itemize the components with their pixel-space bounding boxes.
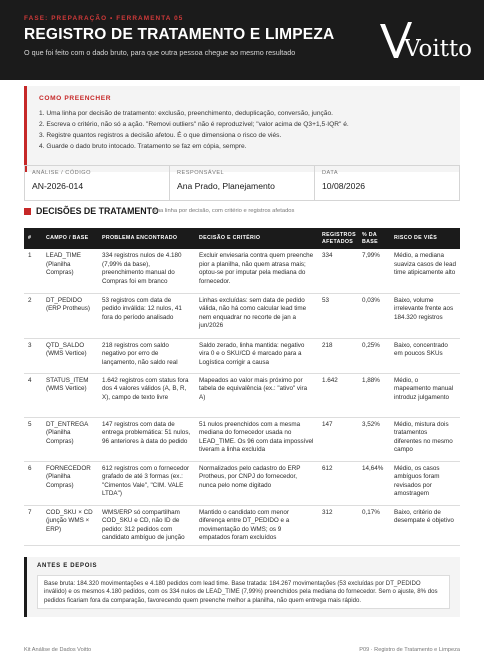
decisions-section-header	[24, 206, 460, 220]
voitto-logo	[376, 18, 473, 64]
page-title: REGISTRO DE TRATAMENTO E LIMPEZA	[24, 26, 335, 43]
table-row	[24, 417, 460, 461]
section-marker-icon	[24, 208, 31, 215]
analysis-code-label: ANÁLISE / CÓDIGO	[32, 170, 91, 176]
cell-decision[interactable]: 51 nulos preenchidos com a mesma mediana do fornecedor usada no LEAD_TIME. Os 96 com data impossível tiveram a linha excluída	[195, 417, 318, 461]
col-header-number: #	[24, 228, 42, 249]
cell-decision[interactable]: Linhas excluídas: sem data de pedido válida, não há como calcular lead time nem enquadrar no recorte de jan a jun/2026	[195, 293, 318, 338]
page-subtitle: O que foi feito com o dado bruto, para que outra pessoa chegue ao mesmo resultado	[24, 48, 296, 57]
cell-problem[interactable]: 1.642 registros com status fora dos 4 valores válidos (A, B, R, X), campo de texto livre	[98, 373, 195, 417]
before-after-panel	[24, 557, 460, 617]
cell-field[interactable]: COD_SKU × CD (junção WMS × ERP)	[42, 505, 98, 545]
cell-problem[interactable]: 218 registros com saldo negativo por erro de lançamento, não saldo real	[98, 338, 195, 373]
cell-risk[interactable]: Médio, os casos ambíguos foram revisados por amostragem	[390, 461, 460, 505]
owner-label: RESPONSÁVEL	[177, 170, 225, 176]
cell-decision[interactable]: Excluir enviesaria contra quem preenche pior a planilha, não quem atrasa mais; optou-se por imputar pela mediana do fornecedor.	[195, 249, 318, 293]
cell-field[interactable]: DT_PEDIDO (ERP Protheus)	[42, 293, 98, 338]
how-to-fill-list	[39, 108, 448, 152]
how-to-fill-title: COMO PREENCHER	[39, 95, 112, 102]
cell-field[interactable]: FORNECEDOR (Planilha Compras)	[42, 461, 98, 505]
cell-decision[interactable]: Saldo zerado, linha mantida: negativo vira 0 e o SKU/CD é marcado para a Logística corrigir a causa	[195, 338, 318, 373]
cell-problem[interactable]: 147 registros com data de entrega problemática: 51 nulos, 96 anteriores à data do pedido	[98, 417, 195, 461]
footer-left: Kit Análise de Dados Voitto	[24, 647, 92, 653]
metadata-bar	[24, 165, 460, 201]
how-to-fill-panel	[24, 86, 460, 172]
analysis-code-value: AN-2026-014	[32, 181, 84, 191]
cell-affected[interactable]: 1.642	[318, 373, 358, 417]
logo-text: Voitto	[404, 36, 473, 62]
page-header	[0, 0, 484, 80]
cell-risk[interactable]: Médio, mistura dois tratamentos diferentes no mesmo campo	[390, 417, 460, 461]
cell-number: 3	[24, 338, 42, 373]
cell-affected[interactable]: 147	[318, 417, 358, 461]
cell-risk[interactable]: Baixo, concentrado em poucos SKUs	[390, 338, 460, 373]
cell-problem[interactable]: 334 registros nulos de 4.180 (7,99% da base), preenchimento manual do Compras foi em branco	[98, 249, 195, 293]
cell-number: 1	[24, 249, 42, 293]
section-subtitle: uma linha por decisão, com critério e registros afetados	[152, 208, 295, 214]
date-value: 10/08/2026	[322, 181, 366, 191]
cell-risk[interactable]: Baixo, critério de desempate é objetivo	[390, 505, 460, 545]
cell-risk[interactable]: Baixo, volume irrelevante frente aos 184.320 registros	[390, 293, 460, 338]
cell-number: 7	[24, 505, 42, 545]
cell-field[interactable]: STATUS_ITEM (WMS Vertice)	[42, 373, 98, 417]
cell-decision[interactable]: Mapeados ao valor mais próximo por tabela de equivalência (ex.: "ativo" vira A)	[195, 373, 318, 417]
table-row	[24, 373, 460, 417]
cell-risk[interactable]: Médio, o mapeamento manual introduz julgamento	[390, 373, 460, 417]
before-after-text[interactable]: Base bruta: 184.320 movimentações e 4.180 pedidos com lead time. Base tratada: 184.267 movimentações (53 excluídas por DT_PEDIDO inválido) e os mesmos 4.180 pedidos, com os 334 nulos de LEAD_TIME (7,99%) preenchidos pela mediana do fornecedor. Sem o ajuste, 8% dos pedidos ficariam fora da comparação, favorecendo quem preenche melhor a planilha, não quem entrega mais rápido.	[37, 575, 450, 609]
cell-pct[interactable]: 14,64%	[358, 461, 390, 505]
col-header-decision: DECISÃO E CRITÉRIO	[195, 228, 318, 249]
cell-pct[interactable]: 1,88%	[358, 373, 390, 417]
cell-field[interactable]: QTD_SALDO (WMS Vertice)	[42, 338, 98, 373]
owner-value: Ana Prado, Planejamento	[177, 181, 275, 191]
cell-number: 4	[24, 373, 42, 417]
footer-right: P09 · Registro de Tratamento e Limpeza	[359, 647, 460, 653]
cell-problem[interactable]: 612 registros com o fornecedor grafado de até 3 formas (ex.: "Cimentos Vale", "CIM. VALE LTDA")	[98, 461, 195, 505]
date-label: DATA	[322, 170, 339, 176]
cell-problem[interactable]: 53 registros com data de pedido inválida: 12 nulos, 41 fora do período analisado	[98, 293, 195, 338]
col-header-pct: % DA BASE	[358, 228, 390, 249]
table-row	[24, 249, 460, 293]
how-to-item: 4. Guarde o dado bruto intocado. Tratamento se faz em cópia, sempre.	[39, 143, 247, 150]
cell-decision[interactable]: Mantido o candidato com menor diferença entre DT_PEDIDO e a movimentação do WMS; os 9 empatados foram excluídos	[195, 505, 318, 545]
cell-pct[interactable]: 7,99%	[358, 249, 390, 293]
cell-decision[interactable]: Normalizados pelo cadastro do ERP Protheus, por CNPJ do fornecedor, nunca pelo nome digitado	[195, 461, 318, 505]
table-row	[24, 505, 460, 545]
cell-affected[interactable]: 218	[318, 338, 358, 373]
cell-number: 6	[24, 461, 42, 505]
owner-field[interactable]	[170, 166, 315, 200]
cell-affected[interactable]: 53	[318, 293, 358, 338]
col-header-risk: RISCO DE VIÉS	[390, 228, 460, 249]
cell-affected[interactable]: 312	[318, 505, 358, 545]
how-to-item: 1. Uma linha por decisão de tratamento: exclusão, preenchimento, deduplicação, conversão, junção.	[39, 110, 333, 117]
table-row	[24, 338, 460, 373]
cell-pct[interactable]: 0,25%	[358, 338, 390, 373]
col-header-field: CAMPO / BASE	[42, 228, 98, 249]
section-title: DECISÕES DE TRATAMENTO	[36, 206, 159, 216]
cell-number: 5	[24, 417, 42, 461]
how-to-item: 2. Escreva o critério, não só a ação. "Removi outliers" não é reproduzível; "valor acima de Q3+1,5·IQR" é.	[39, 121, 349, 128]
cell-field[interactable]: DT_ENTREGA (Planilha Compras)	[42, 417, 98, 461]
cell-field[interactable]: LEAD_TIME (Planilha Compras)	[42, 249, 98, 293]
cell-problem[interactable]: WMS/ERP só compartilham COD_SKU e CD, não ID de pedido: 312 pedidos com candidato ambíguo de junção	[98, 505, 195, 545]
col-header-problem: PROBLEMA ENCONTRADO	[98, 228, 195, 249]
how-to-item: 3. Registre quantos registros a decisão afetou. É o que dimensiona o risco de viés.	[39, 132, 282, 139]
cell-affected[interactable]: 612	[318, 461, 358, 505]
col-header-affected: REGISTROS AFETADOS	[318, 228, 358, 249]
date-field[interactable]	[315, 166, 459, 200]
table-row	[24, 461, 460, 505]
table-row	[24, 293, 460, 338]
decisions-table	[24, 228, 460, 546]
cell-affected[interactable]: 334	[318, 249, 358, 293]
cell-pct[interactable]: 0,17%	[358, 505, 390, 545]
cell-risk[interactable]: Médio, a mediana suaviza casos de lead time atipicamente alto	[390, 249, 460, 293]
table-header-row	[24, 228, 460, 249]
cell-pct[interactable]: 3,52%	[358, 417, 390, 461]
cell-pct[interactable]: 0,03%	[358, 293, 390, 338]
analysis-code-field[interactable]	[25, 166, 170, 200]
cell-number: 2	[24, 293, 42, 338]
before-after-title: ANTES E DEPOIS	[37, 563, 98, 569]
header-kicker: FASE: PREPARAÇÃO • FERRAMENTA 05	[24, 15, 184, 22]
